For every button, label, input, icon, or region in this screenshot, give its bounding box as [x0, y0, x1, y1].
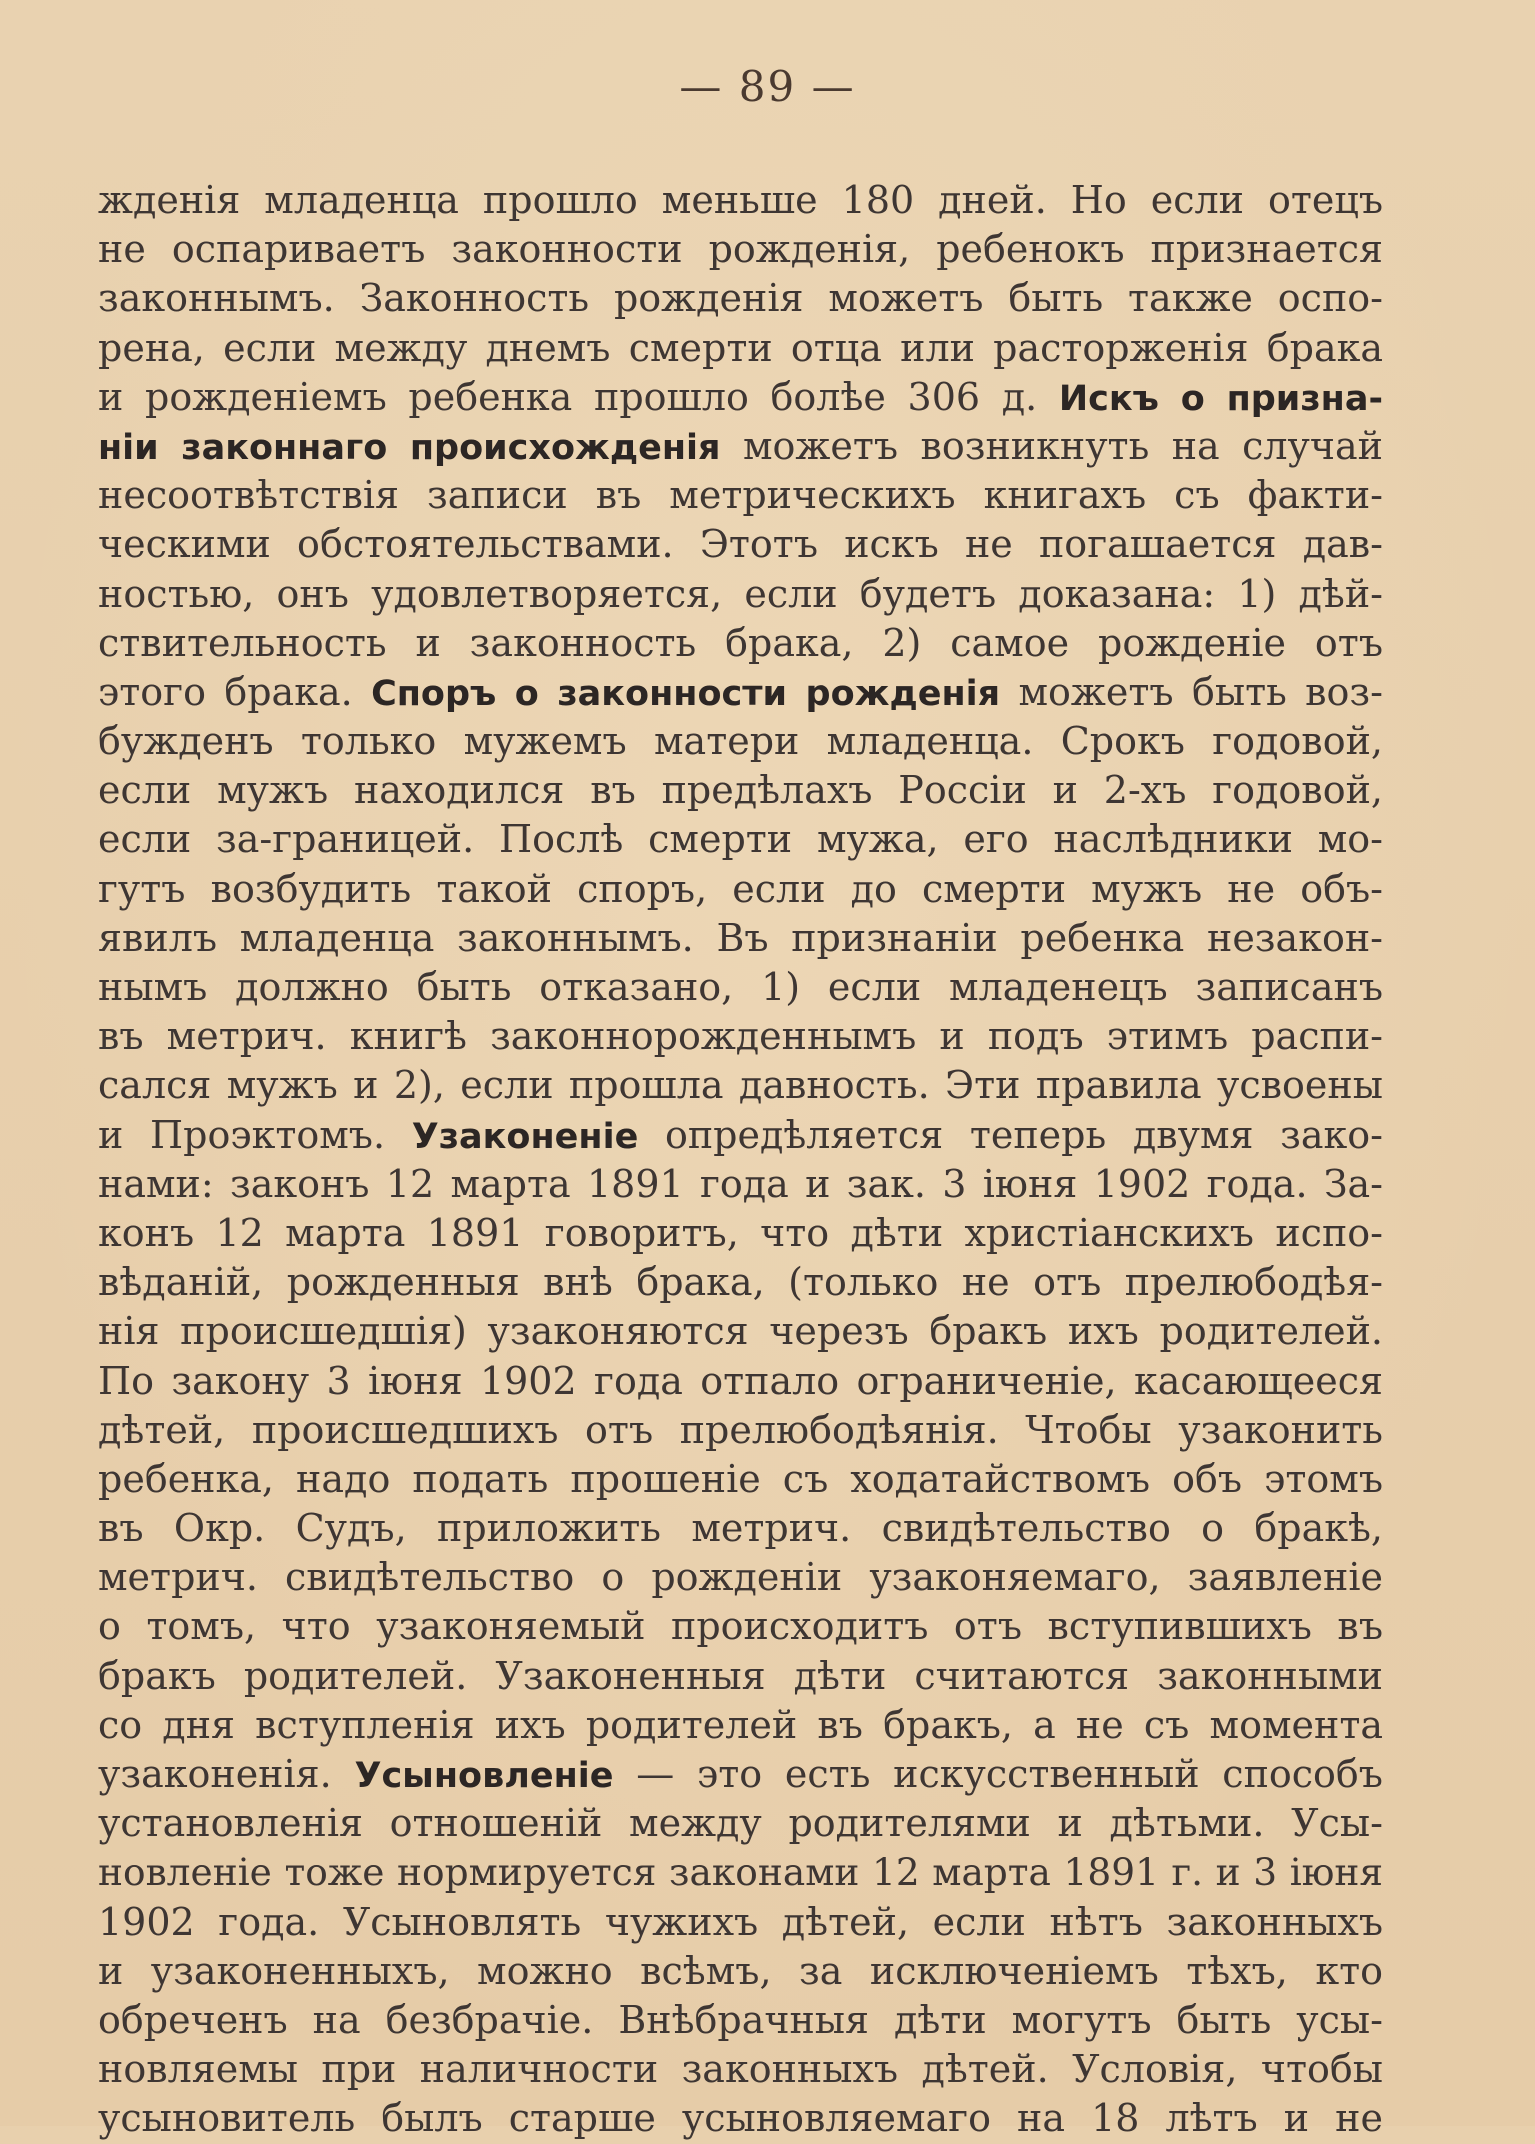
bold-term: ніи законнаго происхожденія: [98, 427, 721, 468]
bold-term: Искъ о призна-: [1058, 378, 1383, 419]
text-line: [98, 570, 1383, 619]
text-line: [98, 1898, 1383, 1947]
text-segment: со дня вступленія ихъ родителей въ бракъ, а не съ момента: [98, 1702, 1383, 1747]
text-segment: установленія отношеній между родителями и дѣтьми. Усы-: [98, 1801, 1383, 1846]
text-segment: ствительность и законность брака, 2) самое рожденіе отъ: [98, 620, 1383, 665]
text-segment: узаконенія.: [98, 1752, 355, 1796]
text-line: [98, 520, 1383, 569]
text-segment: новленіе тоже нормируется законами 12 марта 1891 г. и 3 іюня: [98, 1850, 1383, 1895]
text-segment: ческими обстоятельствами. Этотъ искъ не погашается дав-: [98, 522, 1383, 567]
text-line: [98, 1996, 1383, 2045]
text-segment: сался мужъ и 2), если прошла давность. Эти правила усвоены: [98, 1063, 1383, 1108]
text-segment: обреченъ на безбрачіе. Внѣбрачныя дѣти могутъ быть усы-: [98, 1997, 1383, 2042]
text-segment: и Проэктомъ.: [98, 1112, 412, 1157]
text-line: [98, 1357, 1383, 1406]
text-line: [98, 1553, 1383, 1602]
text-line: [98, 471, 1383, 520]
text-segment: ребенка, надо подать прошеніе съ ходатайствомъ объ этомъ: [98, 1456, 1383, 1501]
text-line: [98, 1061, 1383, 1110]
text-line: [98, 865, 1383, 914]
text-line: [98, 815, 1383, 864]
text-line: [98, 619, 1383, 668]
text-segment: бужденъ только мужемъ матери младенца. Срокъ годовой,: [98, 719, 1383, 764]
text-segment: и рожденіемъ ребенка прошло болѣе 306 д.: [98, 374, 1059, 419]
text-segment: По закону 3 іюня 1902 года отпало ограниченіе, касающееся: [98, 1358, 1383, 1403]
text-line: [98, 176, 1383, 225]
text-line: [98, 2094, 1383, 2143]
text-line: [98, 1799, 1383, 1848]
text-line: [98, 963, 1383, 1012]
text-line: [98, 766, 1383, 815]
text-segment: конъ 12 марта 1891 говоритъ, что дѣти христіанскихъ испо-: [98, 1210, 1383, 1255]
text-segment: несоотвѣтствія записи въ метрическихъ книгахъ съ факти-: [98, 473, 1383, 518]
text-segment: бракъ родителей. Узаконенныя дѣти считаются законными: [98, 1653, 1383, 1698]
bold-term: Узаконеніе: [411, 1116, 639, 1157]
text-line: [98, 225, 1383, 274]
text-segment: гутъ возбудить такой споръ, если до смерти мужъ не объ-: [98, 866, 1383, 911]
text-line: [98, 1652, 1383, 1701]
text-segment: можетъ возникнуть на случай: [720, 423, 1383, 468]
text-line: [98, 717, 1383, 766]
text-line: [98, 373, 1383, 422]
text-segment: 1902 года. Усыновлять чужихъ дѣтей, если нѣтъ законныхъ: [98, 1899, 1383, 1944]
text-line: [98, 1209, 1383, 1258]
text-line: [98, 1455, 1383, 1504]
text-segment: если мужъ находился въ предѣлахъ Россіи и 2-хъ годовой,: [98, 768, 1383, 813]
text-segment: и узаконенныхъ, можно всѣмъ, за исключеніемъ тѣхъ, кто: [98, 1948, 1383, 1993]
text-segment: если за-границей. Послѣ смерти мужа, его наслѣдники мо-: [98, 817, 1383, 862]
text-line: [98, 1012, 1383, 1061]
text-line: [98, 914, 1383, 963]
text-line: [98, 1504, 1383, 1553]
text-line: [98, 1406, 1383, 1455]
text-segment: новляемы при наличности законныхъ дѣтей. Условія, чтобы: [98, 2047, 1383, 2092]
text-line: [98, 324, 1383, 373]
text-line: [98, 422, 1383, 471]
text-segment: законнымъ. Законность рожденія можетъ быть также оспо-: [98, 276, 1383, 321]
text-line: [98, 1602, 1383, 1651]
text-line: [98, 1848, 1383, 1897]
text-segment: метрич. свидѣтельство о рожденіи узаконяемаго, заявленіе: [98, 1555, 1383, 1600]
text-line: [98, 1258, 1383, 1307]
text-line: [98, 2045, 1383, 2094]
text-segment: — это есть искусственный способъ: [613, 1752, 1383, 1796]
text-segment: дѣтей, происшедшихъ отъ прелюбодѣянія. Чтобы узаконить: [98, 1407, 1383, 1452]
text-segment: рена, если между днемъ смерти отца или расторженія брака: [98, 325, 1383, 370]
text-line: [98, 274, 1383, 323]
text-line: [98, 1160, 1383, 1209]
text-line: [98, 1111, 1383, 1160]
text-segment: нымъ должно быть отказано, 1) если младенецъ записанъ: [98, 965, 1383, 1009]
text-segment: этого брака.: [98, 669, 372, 714]
text-segment: въ метрич. книгѣ законнорожденнымъ и подъ этимъ распи-: [98, 1014, 1383, 1059]
body-text: [98, 176, 1383, 2144]
text-segment: въ Окр. Судъ, приложить метрич. свидѣтельство о бракѣ,: [98, 1506, 1383, 1551]
text-segment: усыновитель былъ старше усыновляемаго на 18 лѣтъ и не: [98, 2096, 1383, 2141]
text-segment: нія происшедшія) узаконяются черезъ бракъ ихъ родителей.: [98, 1309, 1383, 1354]
text-segment: о томъ, что узаконяемый происходитъ отъ вступившихъ въ: [98, 1604, 1383, 1649]
text-line: [98, 1701, 1383, 1750]
text-line: [98, 668, 1383, 717]
text-line: [98, 1947, 1383, 1996]
text-segment: явилъ младенца законнымъ. Въ признаніи ребенка незакон-: [98, 915, 1383, 960]
text-segment: нами: законъ 12 марта 1891 года и зак. 3 іюня 1902 года. За-: [98, 1161, 1383, 1206]
text-line: [98, 1307, 1383, 1356]
text-segment: не оспариваетъ законности рожденія, ребенокъ признается: [98, 227, 1383, 272]
text-segment: опредѣляется теперь двумя зако-: [638, 1112, 1383, 1157]
text-segment: вѣданій, рожденныя внѣ брака, (только не отъ прелюбодѣя-: [98, 1260, 1383, 1305]
text-segment: жденія младенца прошло меньше 180 дней. Но если отецъ: [98, 178, 1383, 222]
text-segment: можетъ быть воз-: [1000, 669, 1383, 714]
text-segment: ностью, онъ удовлетворяется, если будетъ доказана: 1) дѣй-: [98, 571, 1383, 616]
page-number: — 89 —: [679, 62, 856, 111]
bold-term: Усыновленіе: [354, 1756, 614, 1796]
bold-term: Споръ о законности рожденія: [371, 673, 1001, 714]
text-line: [98, 1750, 1383, 1799]
